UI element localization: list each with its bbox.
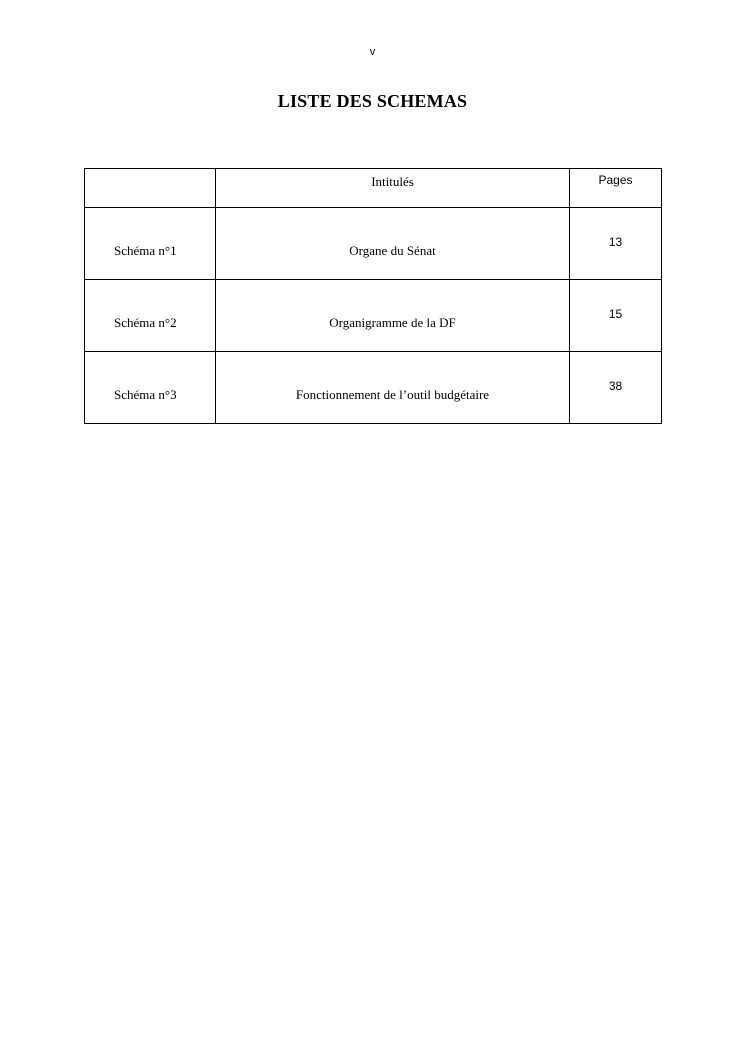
schema-page-number: 38 <box>608 378 623 393</box>
table-row <box>85 208 662 280</box>
schema-page <box>570 352 662 424</box>
header-intitules: Intitulés <box>216 169 570 208</box>
page-title: LISTE DES SCHEMAS <box>277 91 468 111</box>
schema-page <box>570 208 662 280</box>
schema-title: Organigramme de la DF <box>216 280 570 352</box>
table-row <box>85 352 662 424</box>
table-row <box>85 280 662 352</box>
header-pages: Pages <box>570 169 662 208</box>
schema-label: Schéma n°2 <box>85 280 216 352</box>
schema-page-number: 15 <box>608 306 623 321</box>
schema-title: Organe du Sénat <box>216 208 570 280</box>
schemas-table <box>84 168 662 424</box>
schema-title: Fonctionnement de l’outil budgétaire <box>216 352 570 424</box>
table-header-row <box>85 169 662 208</box>
schema-page <box>570 280 662 352</box>
schema-label: Schéma n°3 <box>85 352 216 424</box>
page-number: v <box>369 46 376 58</box>
schema-page-number: 13 <box>608 234 623 249</box>
schema-label: Schéma n°1 <box>85 208 216 280</box>
header-empty-cell <box>85 169 216 208</box>
